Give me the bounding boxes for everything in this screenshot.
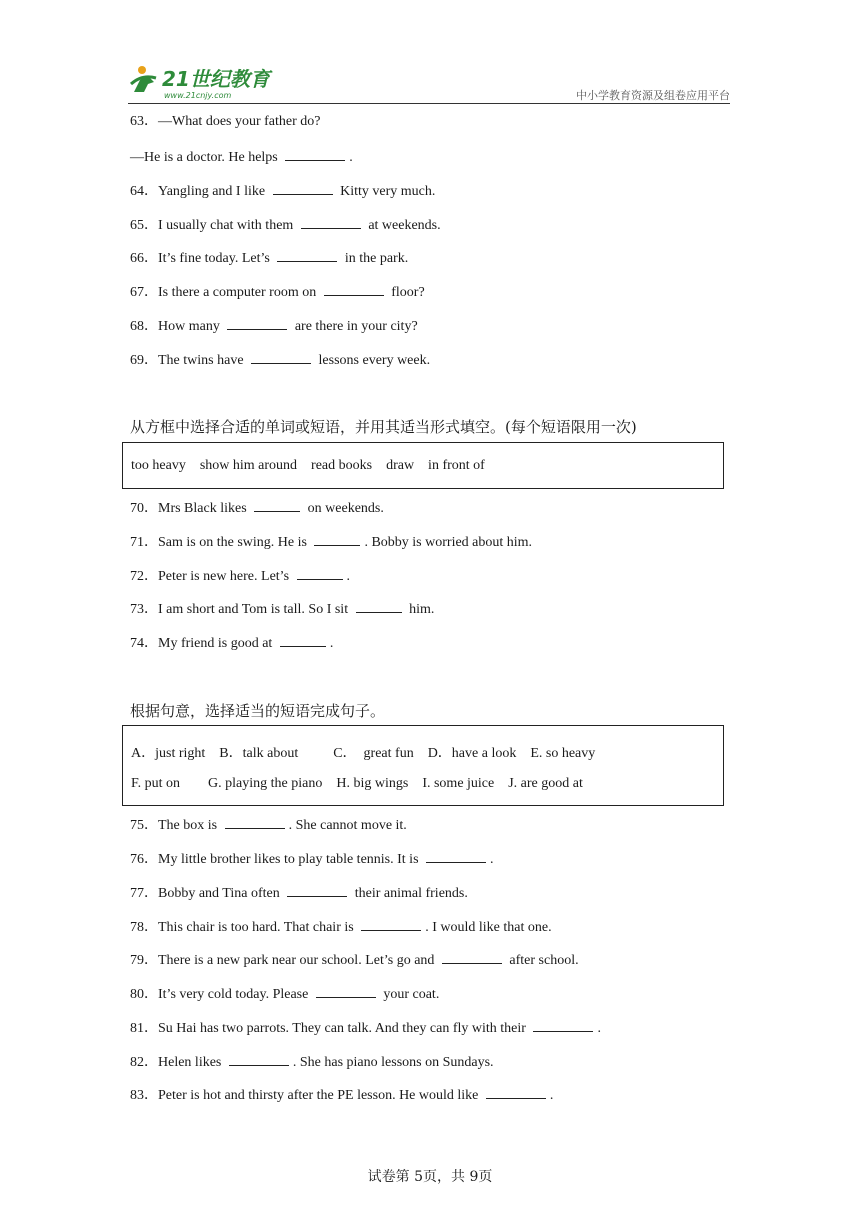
question-70: 70．Mrs Black likes on weekends.	[130, 501, 384, 516]
question-65: 65．I usually chat with them at weekends.	[130, 218, 441, 233]
answer-blank[interactable]	[314, 533, 360, 546]
question-79: 79．There is a new park near our school. Let’s go and after school.	[130, 953, 579, 968]
question-78: 78．This chair is too hard. That chair is . I would like that one.	[130, 920, 552, 935]
question-64: 64．Yangling and I like Kitty very much.	[130, 184, 436, 199]
platform-label: 中小学教育资源及组卷应用平台	[576, 89, 730, 102]
answer-blank[interactable]	[442, 951, 502, 964]
question-74: 74．My friend is good at .	[130, 636, 334, 651]
answer-blank[interactable]	[277, 249, 337, 262]
answer-blank[interactable]	[285, 148, 345, 161]
phrase-bank-row: A．just right B．talk about C． great fun D．have a look E. so heavy	[131, 746, 596, 761]
answer-blank[interactable]	[361, 918, 421, 931]
question-71: 71．Sam is on the swing. He is . Bobby is worried about him.	[130, 535, 533, 550]
word-bank: too heavy show him around read books draw in front of	[131, 458, 485, 473]
answer-blank[interactable]	[254, 499, 300, 512]
question-66: 66．It’s fine today. Let’s in the park.	[130, 251, 409, 266]
question-76: 76．My little brother likes to play table tennis. It is .	[130, 852, 494, 867]
answer-blank[interactable]	[227, 317, 287, 330]
answer-blank[interactable]	[316, 985, 376, 998]
answer-blank[interactable]	[486, 1086, 546, 1099]
answer-blank[interactable]	[324, 283, 384, 296]
section-instruction: 从方框中选择合适的单词或短语，并用其适当形式填空。(每个短语限用一次)	[130, 418, 637, 436]
answer-blank[interactable]	[356, 600, 402, 613]
word-bank-box	[122, 442, 724, 489]
question-63: 63．—What does your father do?	[130, 114, 321, 129]
question-75: 75．The box is . She cannot move it.	[130, 818, 407, 833]
question-83: 83．Peter is hot and thirsty after the PE lesson. He would like .	[130, 1088, 554, 1103]
question-81: 81．Su Hai has two parrots. They can talk. And they can fly with their .	[130, 1021, 601, 1036]
section-instruction: 根据句意，选择适当的短语完成句子。	[130, 702, 386, 720]
svg-text:www.21cnjy.com: www.21cnjy.com	[164, 91, 232, 100]
answer-blank[interactable]	[533, 1019, 593, 1032]
phrase-bank-row: F. put on G. playing the piano H. big wings I. some juice J. are good at	[131, 776, 583, 791]
answer-blank[interactable]	[301, 216, 361, 229]
answer-blank[interactable]	[297, 567, 343, 580]
question-69: 69．The twins have lessons every week.	[130, 353, 431, 368]
question-82: 82．Helen likes . She has piano lessons on Sundays.	[130, 1055, 494, 1070]
answer-blank[interactable]	[229, 1053, 289, 1066]
question-67: 67．Is there a computer room on floor?	[130, 285, 425, 300]
phrase-bank-box	[122, 725, 724, 806]
question-80: 80．It’s very cold today. Please your coat.	[130, 987, 440, 1002]
answer-blank[interactable]	[273, 182, 333, 195]
page-header	[128, 62, 730, 104]
answer-blank[interactable]	[225, 816, 285, 829]
answer-blank[interactable]	[287, 884, 347, 897]
21cnjy-logo-icon	[128, 62, 278, 102]
question-72: 72．Peter is new here. Let’s .	[130, 569, 351, 584]
answer-blank[interactable]	[280, 634, 326, 647]
page-footer: 试卷第 5页，共 9页	[367, 1169, 493, 1185]
answer-blank[interactable]	[426, 850, 486, 863]
answer-blank[interactable]	[251, 351, 311, 364]
header-divider	[128, 103, 730, 104]
question-68: 68．How many are there in your city?	[130, 319, 418, 334]
question-73: 73．I am short and Tom is tall. So I sit him.	[130, 602, 435, 617]
svg-text:21世纪教育: 21世纪教育	[162, 67, 270, 91]
question-77: 77．Bobby and Tina often their animal friends.	[130, 886, 468, 901]
question-63-answer: —He is a doctor. He helps .	[130, 150, 353, 165]
